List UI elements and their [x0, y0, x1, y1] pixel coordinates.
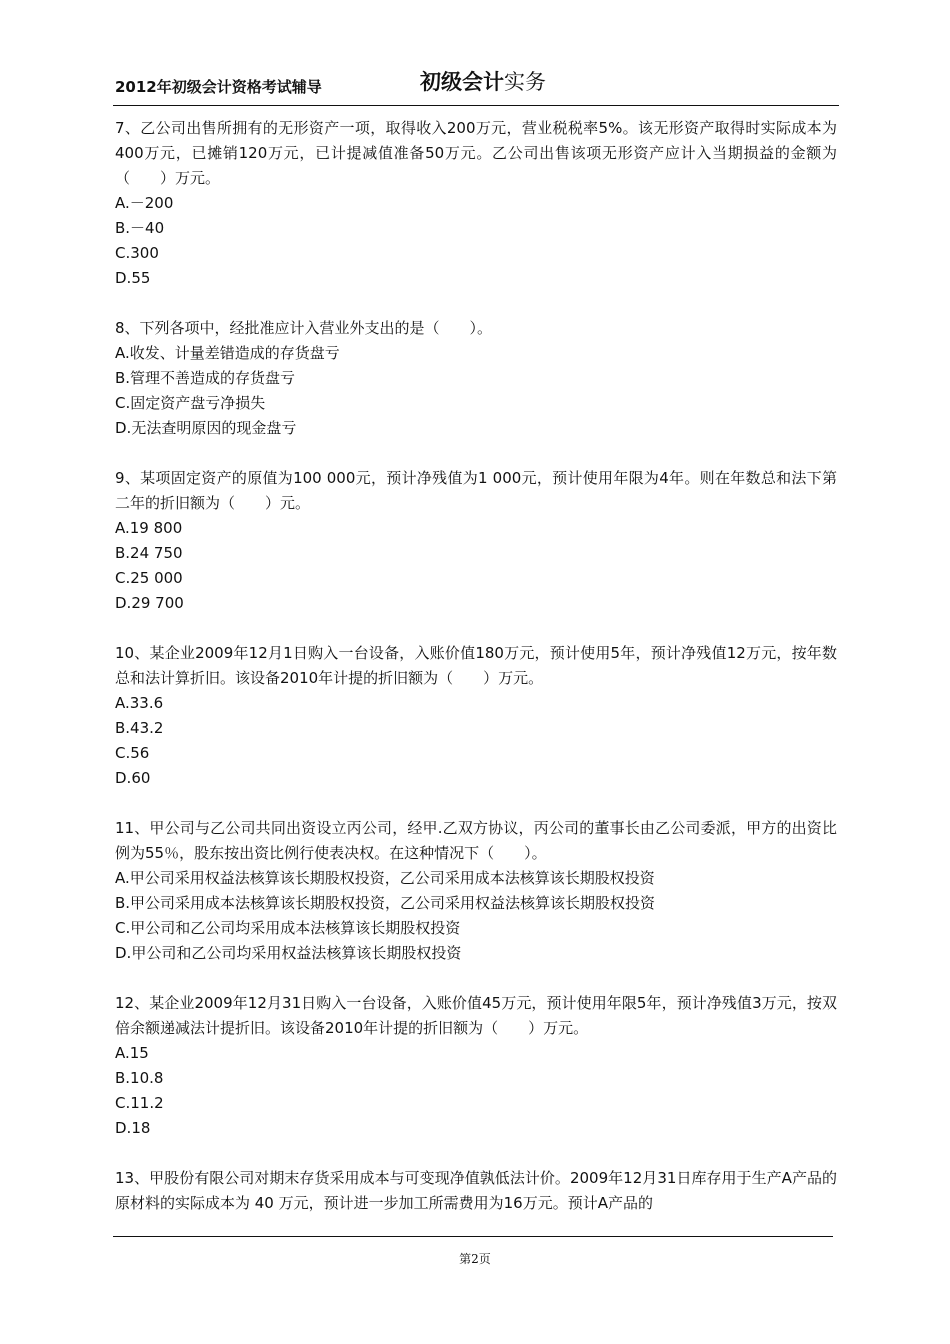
question-block [115, 116, 837, 291]
answer-option: D.29 700 [115, 594, 184, 612]
header-rule [113, 105, 839, 106]
answer-option: A.33.6 [115, 694, 164, 712]
answer-option: C.25 000 [115, 569, 183, 587]
answer-option: A.收发、计量差错造成的存货盘亏 [115, 344, 340, 362]
question-block [115, 466, 837, 616]
question-stem: 8、下列各项中，经批准应计入营业外支出的是（ ）。 [115, 319, 493, 337]
answer-option: B.甲公司采用成本法核算该长期股权投资，乙公司采用权益法核算该长期股权投资 [115, 894, 656, 912]
answer-option: C.甲公司和乙公司均采用成本法核算该长期股权投资 [115, 919, 461, 937]
answer-option: A.甲公司采用权益法核算该长期股权投资，乙公司采用成本法核算该长期股权投资 [115, 869, 655, 887]
answer-option: C.固定资产盘亏净损失 [115, 394, 266, 412]
answer-option: D.55 [115, 269, 151, 287]
header-right-light: 实务 [504, 70, 546, 94]
page-number: 第2页 [459, 1252, 491, 1266]
answer-option: A.19 800 [115, 519, 183, 537]
question-stem: 11、甲公司与乙公司共同出资设立丙公司，经甲.乙双方协议，丙公司的董事长由乙公司委派，甲方的出资比例为55％，股东按出资比例行使表决权。在这种情况下（ ）。 [115, 819, 837, 862]
answer-option: A.15 [115, 1044, 149, 1062]
answer-option: B.管理不善造成的存货盘亏 [115, 369, 296, 387]
question-block [115, 1166, 837, 1216]
answer-option: C.56 [115, 744, 150, 762]
header-right-bold: 初级会计 [420, 70, 504, 94]
answer-option: D.无法查明原因的现金盘亏 [115, 419, 297, 437]
header-right-title [420, 66, 546, 96]
answer-option: C.11.2 [115, 1094, 164, 1112]
answer-option: A.－200 [115, 194, 174, 212]
question-block [115, 816, 837, 966]
header-left-title: 2012年初级会计资格考试辅导 [115, 78, 322, 96]
question-stem: 9、某项固定资产的原值为100 000元，预计净残值为1 000元，预计使用年限为4年。则在年数总和法下第二年的折旧额为（ ）元。 [115, 469, 837, 512]
footer-rule [113, 1236, 833, 1237]
question-stem: 10、某企业2009年12月1日购入一台设备，入账价值180万元，预计使用5年，预计净残值12万元，按年数总和法计算折旧。该设备2010年计提的折旧额为（ ）万元。 [115, 644, 837, 687]
question-stem: 12、某企业2009年12月31日购入一台设备，入账价值45万元，预计使用年限5年，预计净残值3万元，按双倍余额递减法计提折旧。该设备2010年计提的折旧额为（ ）万元。 [115, 994, 837, 1037]
answer-option: B.－40 [115, 219, 165, 237]
answer-option: C.300 [115, 244, 159, 262]
question-list [115, 116, 837, 1241]
answer-option: B.10.8 [115, 1069, 164, 1087]
question-stem: 13、甲股份有限公司对期末存货采用成本与可变现净值孰低法计价。2009年12月31日库存用于生产A产品的原材料的实际成本为 40 万元，预计进一步加工所需费用为16万元。预计A产品的 [115, 1169, 837, 1212]
question-block [115, 316, 837, 441]
question-block [115, 641, 837, 791]
question-stem: 7、乙公司出售所拥有的无形资产一项，取得收入200万元，营业税税率5%。该无形资产取得时实际成本为400万元，已摊销120万元，已计提减值准备50万元。乙公司出售该项无形资产应计入当期损益的金额为（ ）万元。 [115, 119, 837, 187]
answer-option: D.18 [115, 1119, 151, 1137]
answer-option: B.43.2 [115, 719, 164, 737]
answer-option: B.24 750 [115, 544, 183, 562]
answer-option: D.甲公司和乙公司均采用权益法核算该长期股权投资 [115, 944, 462, 962]
question-block [115, 991, 837, 1141]
answer-option: D.60 [115, 769, 151, 787]
